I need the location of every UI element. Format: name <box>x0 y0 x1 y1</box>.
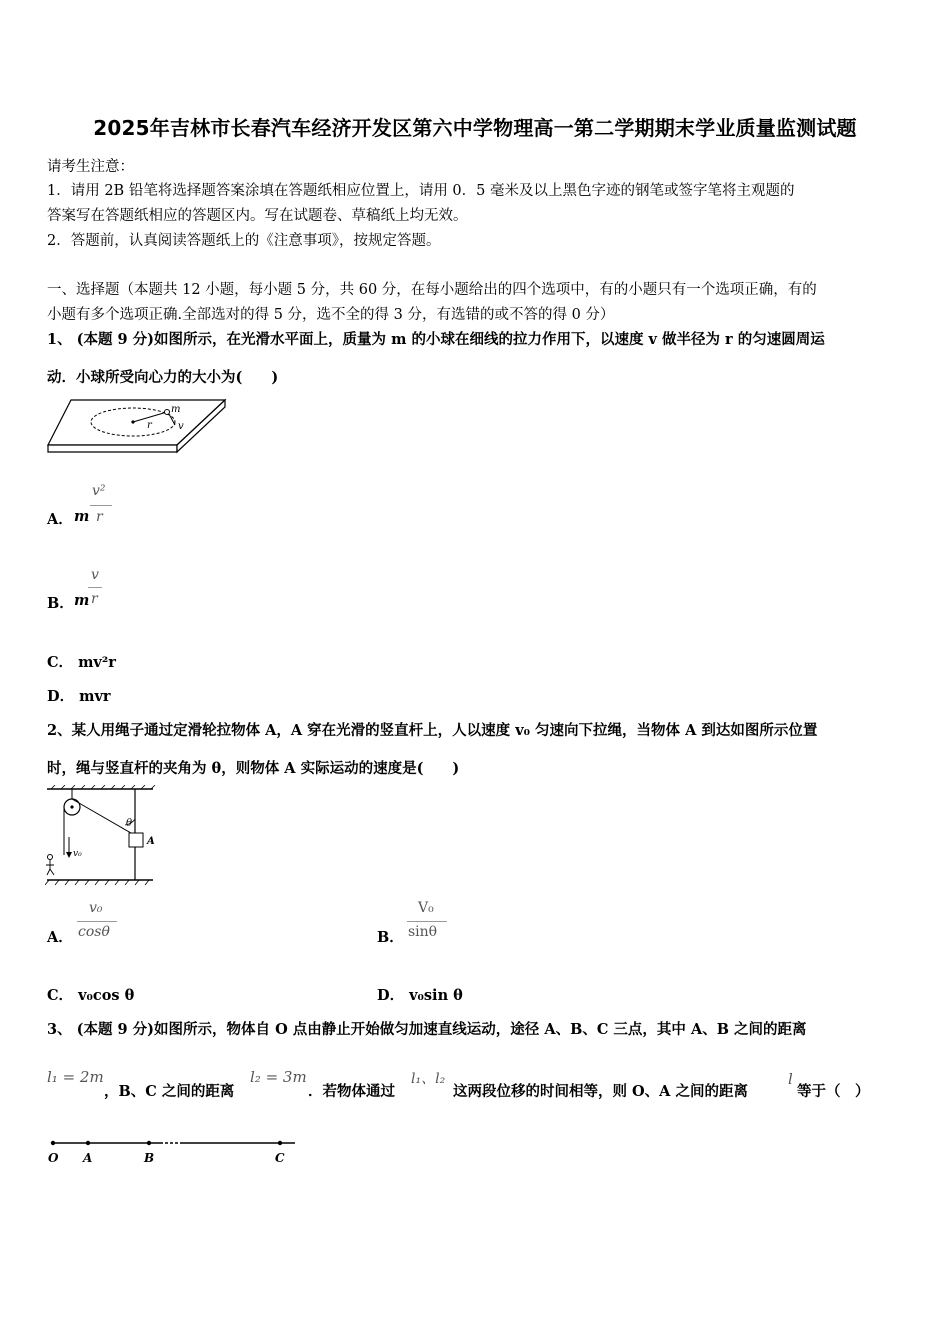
q3-fig-label-c: C <box>275 1151 285 1165</box>
q2-fig-label-theta: θ <box>126 818 133 829</box>
q3-fig-label-o: O <box>48 1151 59 1165</box>
q1-option-b-denominator: r <box>91 591 98 607</box>
q2-stem: 2、某人用绳子通过定滑轮拉物体 A，A 穿在光滑的竖直杆上，人以速度 v₀ 匀速向下拉绳，当物体 A 到达如图所示位置 <box>47 722 818 739</box>
section-instructions: 一、选择题（本题共 12 小题，每小题 5 分，共 60 分，在每小题给出的四个选项中，有的小题只有一个选项正确，有的 <box>47 282 817 298</box>
q3-eq-l: l <box>788 1070 793 1088</box>
q1-fig-label-v: v <box>178 421 184 432</box>
q2-option-b-denominator: sinθ <box>408 924 438 940</box>
q2-option-a-numerator: v₀ <box>89 900 103 916</box>
q1-option-a-m: m <box>74 508 90 525</box>
q3-text-if-passes: ．若物体通过 <box>308 1083 395 1100</box>
q2-option-d: D． v₀sin θ <box>377 987 463 1004</box>
q2-option-b-numerator: V₀ <box>418 900 434 916</box>
q1-stem-cont: 动．小球所受向心力的大小为( ) <box>47 369 279 386</box>
q1-option-b-label: B． <box>47 595 74 612</box>
q2-figure-pulley <box>45 785 157 887</box>
q3-stem: 3、 (本题 9 分)如图所示，物体自 O 点由静止开始做匀加速直线运动，途径 A、B、C 三点，其中 A、B 之间的距离 <box>47 1021 807 1038</box>
page-title: 2025年吉林市长春汽车经济开发区第六中学物理高一第二学期期末学业质量监测试题 <box>93 116 857 140</box>
q2-option-b-fraction <box>407 900 449 950</box>
q1-option-b-fraction <box>88 567 104 617</box>
q3-eq-l1-l2: l₁、l₂ <box>411 1071 446 1087</box>
section-instructions-cont: 小题有多个选项正确.全部选对的得 5 分，选不全的得 3 分，有选错的或不答的得 0 分） <box>47 307 615 323</box>
q1-option-a-label: A． <box>47 511 73 528</box>
q1-option-a-fraction <box>90 483 114 533</box>
q3-text-equals: 等于（ ） <box>797 1083 870 1100</box>
q1-option-a-numerator: v² <box>92 483 106 499</box>
q2-option-a-denominator: cosθ <box>78 924 110 940</box>
q2-fig-label-a: A <box>147 836 155 847</box>
q2-stem-cont: 时，绳与竖直杆的夹角为 θ，则物体 A 实际运动的速度是( ) <box>47 760 460 777</box>
q2-fig-label-v0: v₀ <box>73 849 82 859</box>
q1-option-c: C． mv²r <box>47 654 116 671</box>
notice-item-2: 2．答题前，认真阅读答题纸上的《注意事项》，按规定答题。 <box>47 233 441 249</box>
fraction-bar <box>88 587 102 588</box>
fraction-bar <box>407 921 447 922</box>
q1-figure-plane <box>45 393 230 458</box>
q2-option-b-label: B． <box>377 929 404 946</box>
notice-heading: 请考生注意： <box>47 159 134 175</box>
q3-text-bc-distance: ，B、C 之间的距离 <box>104 1083 235 1100</box>
q3-figure-line <box>45 1135 300 1167</box>
q1-option-d: D． mvr <box>47 688 111 705</box>
q2-option-a-fraction <box>77 900 119 950</box>
notice-item-1-cont: 答案写在答题纸相应的答题区内。写在试题卷、草稿纸上均无效。 <box>47 208 468 224</box>
q2-option-c: C． v₀cos θ <box>47 987 135 1004</box>
q1-option-a-denominator: r <box>96 509 103 525</box>
q1-option-b-m: m <box>74 592 90 609</box>
q1-fig-label-r: r <box>147 420 152 431</box>
fraction-bar <box>77 921 117 922</box>
q1-fig-label-m: m <box>171 404 181 415</box>
q2-option-a-label: A． <box>47 929 73 946</box>
q1-option-b-numerator: v <box>91 567 99 583</box>
q3-fig-label-b: B <box>144 1151 155 1165</box>
q1-stem: 1、 (本题 9 分)如图所示，在光滑水平面上，质量为 m 的小球在细线的拉力作用下，以速度 v 做半径为 r 的匀速圆周运 <box>47 331 825 348</box>
notice-item-1: 1．请用 2B 铅笔将选择题答案涂填在答题纸相应位置上，请用 0．5 毫米及以上黑色字迹的钢笔或签字笔将主观题的 <box>47 183 795 199</box>
q3-fig-label-a: A <box>83 1151 93 1165</box>
q3-text-oa-distance: 这两段位移的时间相等，则 O、A 之间的距离 <box>453 1083 748 1100</box>
q3-eq-l1: l₁ = 2m <box>47 1068 104 1086</box>
fraction-bar <box>90 505 112 506</box>
q3-eq-l2: l₂ = 3m <box>250 1068 307 1086</box>
